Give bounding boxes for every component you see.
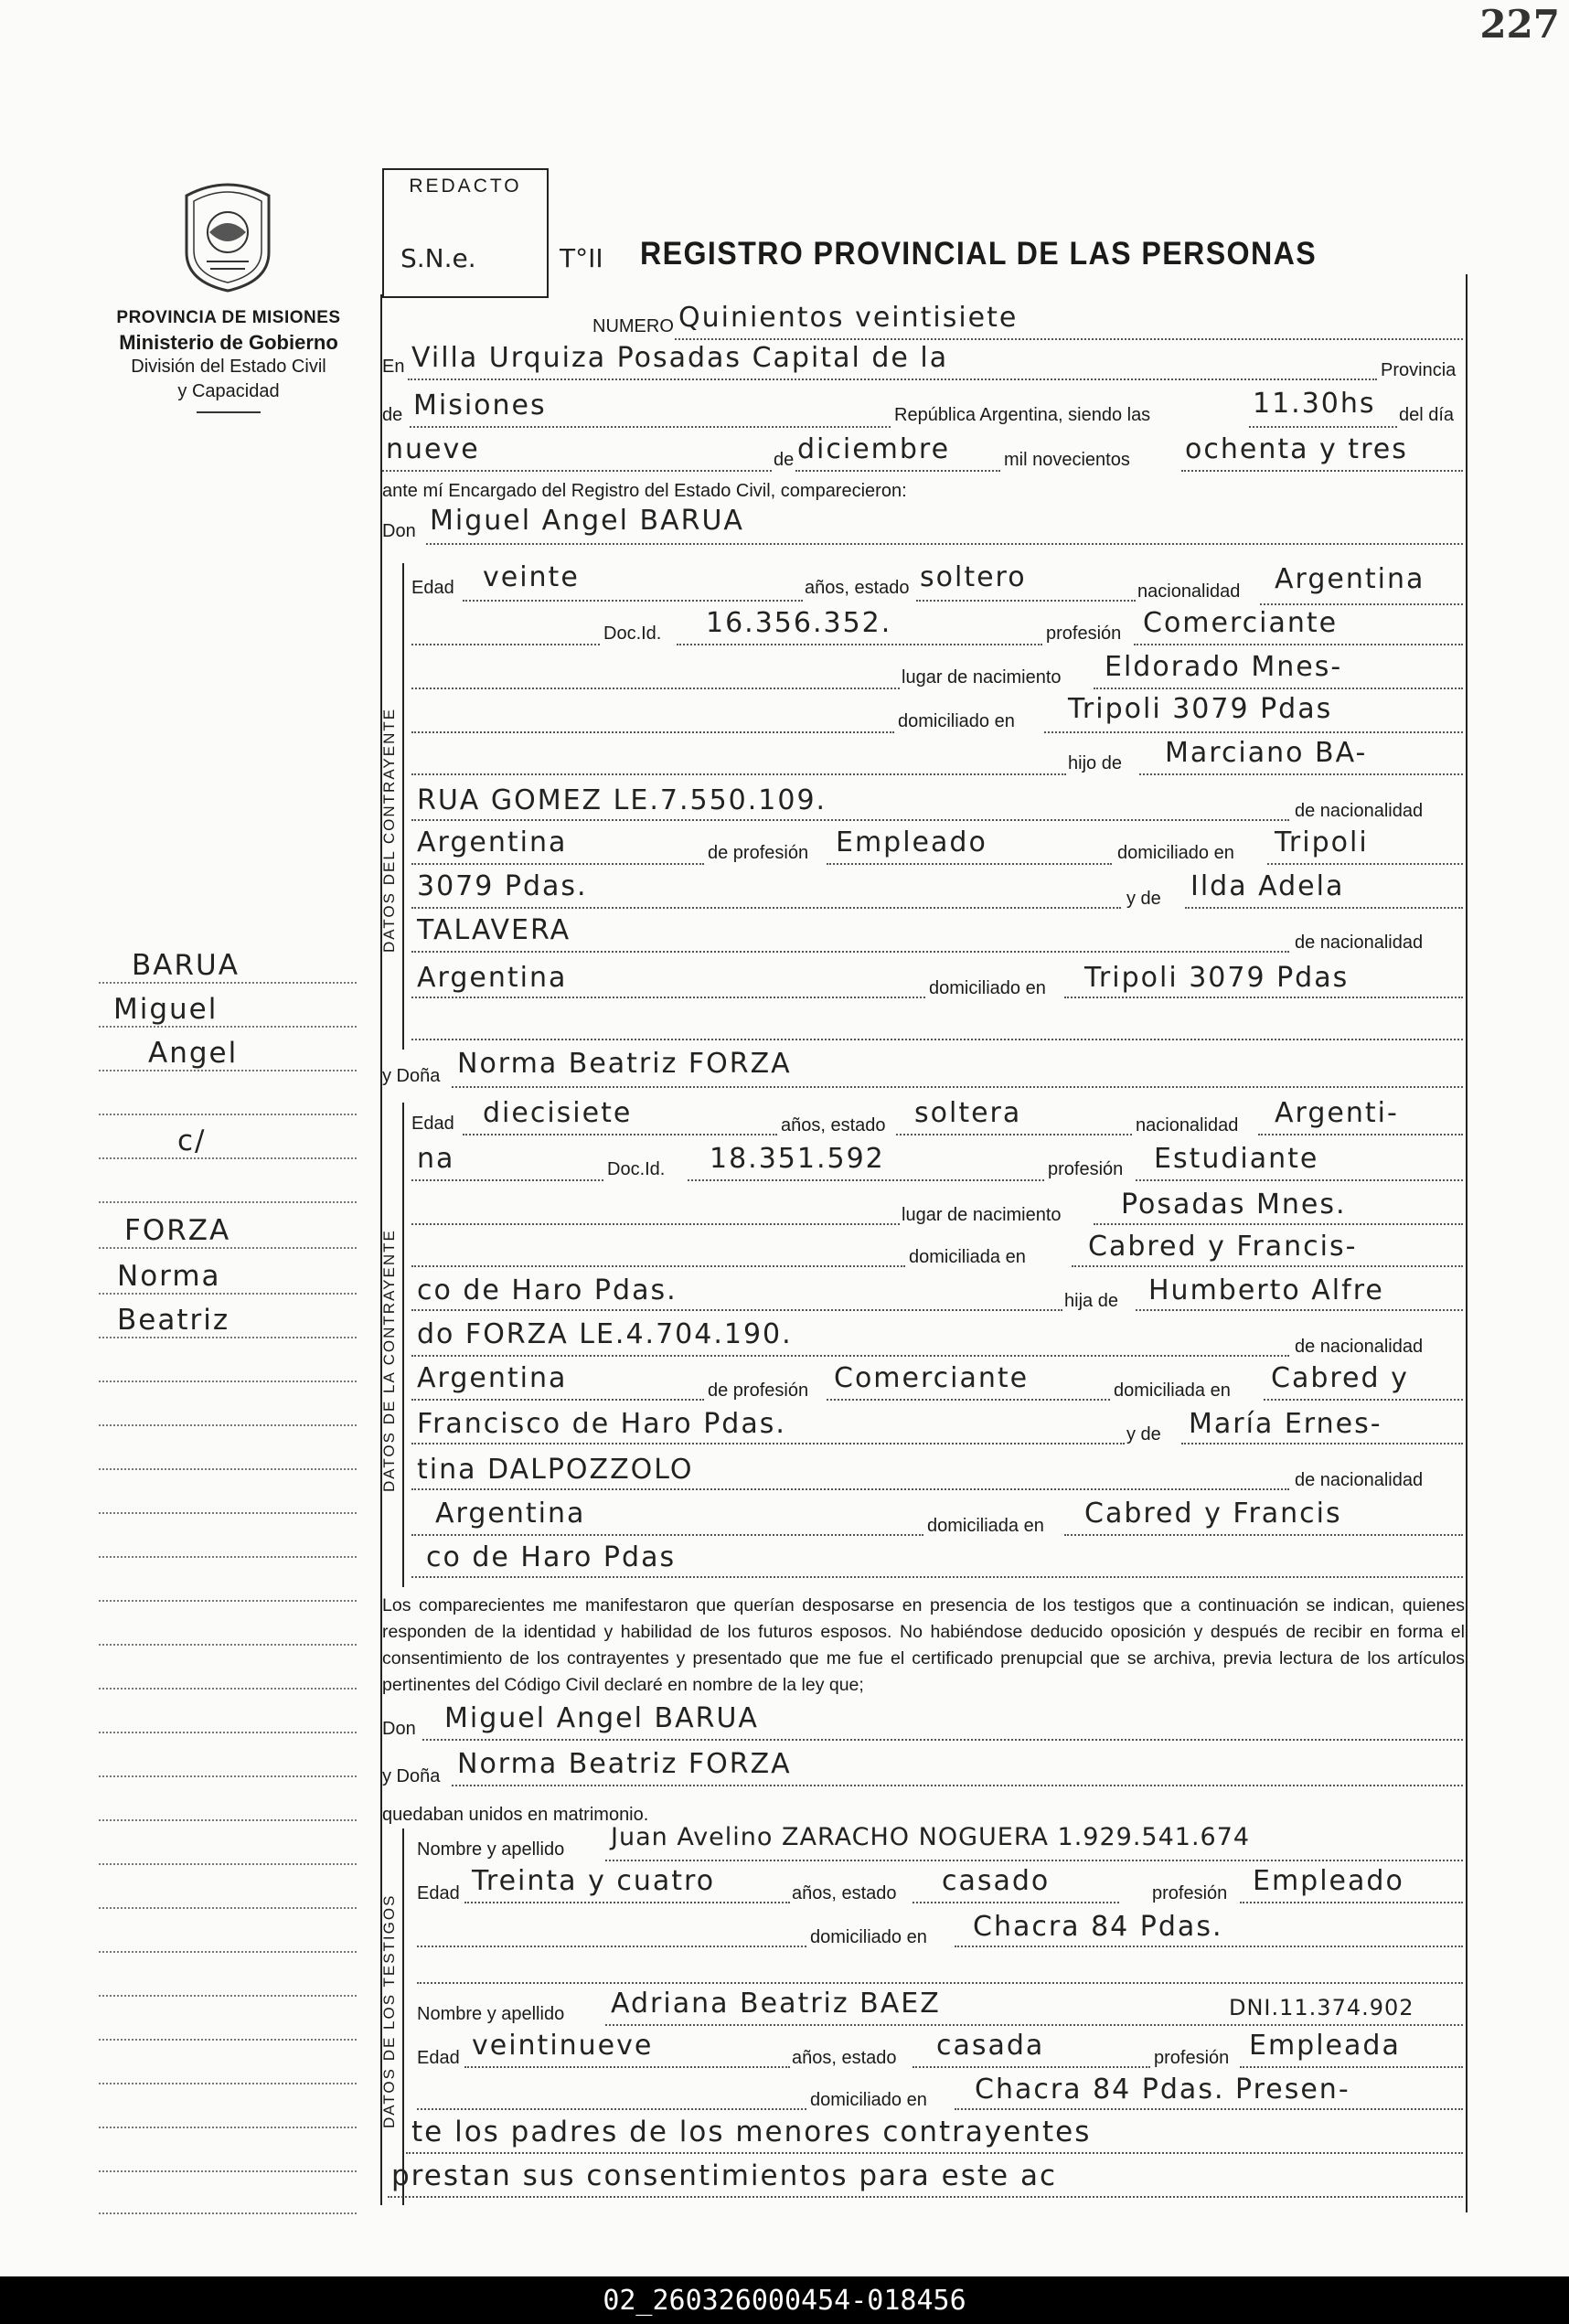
hora-line bbox=[1249, 426, 1397, 428]
f-edad-line bbox=[463, 1134, 777, 1135]
t2-nombre-value: Adriana Beatriz BAEZ bbox=[611, 1988, 941, 2020]
t-note-line1: te los padres de los menores contrayentes bbox=[411, 2116, 1092, 2148]
dona-label: y Doña bbox=[382, 1066, 441, 1086]
margin-rule bbox=[99, 982, 357, 984]
f-prof-value: Estudiante bbox=[1154, 1143, 1319, 1175]
f-padre-domic2: Francisco de Haro Pdas. bbox=[417, 1408, 786, 1440]
f-nac-line bbox=[1258, 1134, 1463, 1135]
decl-dona-line bbox=[452, 1785, 1463, 1786]
margin-name-1a: Miguel bbox=[113, 993, 219, 1026]
c-domic-pre-line bbox=[411, 731, 894, 733]
f-doc-label: Doc.Id. bbox=[607, 1159, 666, 1179]
margin-rule bbox=[99, 1468, 357, 1470]
c-prof-label: profesión bbox=[1046, 624, 1122, 644]
t2-doc-value: DNI.11.374.902 bbox=[1229, 1995, 1414, 2020]
margin-rule bbox=[99, 1863, 357, 1865]
provincia-label: Provincia bbox=[1381, 360, 1457, 380]
redacto-box bbox=[382, 168, 549, 298]
mil-label: mil novecientos bbox=[1004, 450, 1130, 470]
org-province: PROVINCIA DE MISIONES bbox=[116, 308, 341, 327]
margin-rule bbox=[99, 2212, 357, 2214]
en-label: En bbox=[382, 357, 405, 377]
decl-don-label: Don bbox=[382, 1719, 416, 1739]
f-nac-label: nacionalidad bbox=[1136, 1115, 1239, 1135]
c-padre-domic: Tripoli bbox=[1275, 826, 1369, 858]
don-label: Don bbox=[382, 521, 416, 541]
decl-dona-label: y Doña bbox=[382, 1766, 441, 1786]
f-doc-line bbox=[688, 1179, 1044, 1181]
f-madre-cont: tina DALPOZZOLO bbox=[417, 1454, 694, 1486]
t2-estado-value: casada bbox=[936, 2030, 1045, 2062]
quedaban-text: quedaban unidos en matrimonio. bbox=[382, 1805, 649, 1825]
f-de-nac2-label: de nacionalidad bbox=[1295, 1470, 1424, 1490]
c-padre-cont: RUA GOMEZ LE.7.550.109. bbox=[417, 784, 827, 816]
t2-edad-label: Edad bbox=[417, 2048, 460, 2068]
t2-domic-label: domiciliado en bbox=[810, 2090, 927, 2110]
f-padre-cont-line bbox=[411, 1355, 1289, 1357]
margin-rule bbox=[99, 1337, 357, 1338]
f-madre-domic2-line bbox=[411, 1576, 1463, 1578]
f-nac-cont: na bbox=[417, 1143, 455, 1175]
f-padre-cont: do FORZA LE.4.704.190. bbox=[417, 1318, 793, 1350]
c-hijo-label: hijo de bbox=[1068, 753, 1122, 773]
org-ministry: Ministerio de Gobierno bbox=[119, 331, 338, 354]
margin-name-1b: Angel bbox=[148, 1037, 239, 1070]
f-padre-nac-line bbox=[411, 1399, 704, 1401]
f-lugar-pre-line bbox=[411, 1223, 900, 1225]
c-estado-value: soltero bbox=[920, 561, 1027, 593]
t2-prof-label: profesión bbox=[1154, 2048, 1230, 2068]
f-domic-cont-line bbox=[411, 1309, 1062, 1311]
decl-don-line bbox=[422, 1739, 1463, 1741]
margin-rule bbox=[99, 2127, 357, 2128]
margin-rule bbox=[99, 1247, 357, 1249]
f-lugar-label: lugar de nacimiento bbox=[902, 1205, 1062, 1225]
testigos-divider bbox=[402, 1828, 404, 2205]
contrayente-side-label: DATOS DEL CONTRAYENTE bbox=[380, 707, 398, 953]
t1-nombre-value: Juan Avelino ZARACHO NOGUERA 1.929.541.674 bbox=[611, 1823, 1251, 1851]
margin-rule bbox=[99, 2039, 357, 2041]
c-anios-label: años, estado bbox=[805, 578, 910, 598]
numero-line bbox=[675, 338, 1463, 340]
margin-rule bbox=[99, 1070, 357, 1071]
f-domic2-label: domiciliada en bbox=[1114, 1381, 1231, 1401]
f-padre-domic-line bbox=[1264, 1399, 1463, 1401]
t1-prof-line bbox=[1240, 1902, 1463, 1903]
margin-rule bbox=[99, 1293, 357, 1295]
t1-prof-value: Empleado bbox=[1253, 1865, 1404, 1897]
t1-edad-line bbox=[464, 1902, 790, 1903]
margin-name-2a: Norma bbox=[117, 1260, 221, 1293]
c-padre-nac: Argentina bbox=[417, 826, 568, 858]
c-domic3-label: domiciliado en bbox=[929, 978, 1046, 998]
c-padre-prof: Empleado bbox=[836, 826, 987, 858]
f-y-de-label: y de bbox=[1126, 1424, 1161, 1445]
t1-estado-value: casado bbox=[942, 1865, 1051, 1897]
f-domic3-label: domiciliada en bbox=[927, 1516, 1044, 1536]
c-domic-label: domiciliado en bbox=[898, 711, 1015, 731]
f-doc-value: 18.351.592 bbox=[710, 1143, 885, 1175]
t1-estado-line bbox=[913, 1902, 1119, 1903]
c-domic-value: Tripoli 3079 Pdas bbox=[1068, 693, 1333, 725]
t2-edad-value: veintinueve bbox=[472, 2030, 654, 2062]
margin-rule bbox=[99, 2083, 357, 2084]
margin-rule bbox=[99, 1688, 357, 1690]
c-domic-line bbox=[1044, 731, 1463, 733]
c-nac-label: nacionalidad bbox=[1137, 581, 1241, 602]
testigos-side-label: DATOS DE LOS TESTIGOS bbox=[380, 1893, 398, 2128]
c-y-de-label: y de bbox=[1126, 889, 1161, 909]
c-padre-prof-line bbox=[827, 863, 1112, 865]
c-madre-nac-line bbox=[411, 997, 925, 998]
margin-surname-2: FORZA bbox=[124, 1214, 231, 1247]
mes-value: diciembre bbox=[797, 433, 951, 465]
f-madre-nac: Argentina bbox=[435, 1498, 586, 1530]
f-domic-line bbox=[1072, 1265, 1463, 1267]
t-note-line2: prestan sus consentimientos para este ac bbox=[391, 2159, 1057, 2192]
dona-line bbox=[452, 1086, 1463, 1088]
f-prof-label: profesión bbox=[1048, 1159, 1124, 1179]
margin-rule bbox=[99, 1995, 357, 1997]
f-domic-label: domiciliada en bbox=[909, 1247, 1026, 1267]
c-de-nac-label: de nacionalidad bbox=[1295, 801, 1424, 821]
de2-label: de bbox=[774, 450, 795, 470]
c-doc-label: Doc.Id. bbox=[603, 624, 662, 644]
c-hijo-pre-line bbox=[411, 773, 1066, 775]
organization-block bbox=[91, 305, 366, 413]
t1-domic-label: domiciliado en bbox=[810, 1927, 927, 1947]
t1-edad-value: Treinta y cuatro bbox=[472, 1865, 716, 1897]
tomo-note: T°II bbox=[560, 243, 603, 273]
t1-nombre-line bbox=[605, 1860, 1463, 1861]
f-edad-label: Edad bbox=[411, 1114, 454, 1134]
f-anios-label: años, estado bbox=[781, 1115, 886, 1135]
c-padre-cont-line bbox=[411, 819, 1289, 821]
legal-paragraph: Los comparecientes me manifestaron que querían desposarse en presencia de los testigos que a continuación se indican, quienes responden de la identidad y habilidad de los futuros esposos. No habiéndose deducido oposición y después de recibir en forma el consentimiento de los contrayentes y presentado que me fue el certificado prenupcial que se archiva, previa lectura de los artículos pertinentes del Código Civil declaré en nombre de la ley que; bbox=[382, 1595, 1465, 1695]
don-line bbox=[426, 543, 1463, 545]
contrayenta-divider bbox=[402, 1103, 404, 1587]
f-madre-nac-line bbox=[411, 1534, 923, 1536]
contrayenta-side-label: DATOS DE LA CONTRAYENTE bbox=[380, 1229, 398, 1492]
f-estado-value: soltera bbox=[914, 1097, 1022, 1129]
t2-edad-line bbox=[464, 2066, 790, 2068]
f-hija-line bbox=[1136, 1309, 1463, 1311]
c-madre-cont: TALAVERA bbox=[417, 914, 571, 946]
t1-anios-label: años, estado bbox=[792, 1883, 897, 1903]
margin-rule bbox=[99, 1114, 357, 1115]
f-domic-value: Cabred y Francis- bbox=[1088, 1231, 1358, 1263]
c-padre-nac-line bbox=[411, 863, 704, 865]
c-prof-value: Comerciante bbox=[1143, 607, 1339, 639]
f-edad-value: diecisiete bbox=[483, 1097, 633, 1129]
t2-anios-label: años, estado bbox=[792, 2048, 897, 2068]
redacto-value: S.N.e. bbox=[400, 243, 476, 273]
c-prof-line bbox=[1134, 644, 1463, 645]
f-padre-prof-line bbox=[827, 1399, 1110, 1401]
c-doc-pre-line bbox=[411, 644, 600, 645]
margin-rule bbox=[99, 1732, 357, 1733]
margin-surname-1: BARUA bbox=[132, 949, 240, 982]
f-estado-line bbox=[896, 1134, 1132, 1135]
contrayente-divider bbox=[402, 563, 404, 1050]
en-line bbox=[408, 378, 1377, 380]
c-lugar-pre-line bbox=[411, 688, 900, 689]
f-domic-pre-line bbox=[411, 1265, 905, 1267]
c-madre-value: Ilda Adela bbox=[1190, 870, 1345, 902]
f-hija-value: Humberto Alfre bbox=[1148, 1274, 1384, 1306]
dia-value: nueve bbox=[386, 433, 480, 465]
de-label: de bbox=[382, 405, 403, 425]
page-title: REGISTRO PROVINCIAL DE LAS PERSONAS bbox=[640, 236, 1318, 272]
c-de-nac2-label: de nacionalidad bbox=[1295, 933, 1424, 953]
margin-rule bbox=[99, 1424, 357, 1426]
f-prof-line bbox=[1136, 1179, 1463, 1181]
margin-rule bbox=[99, 1600, 357, 1602]
margin-rule bbox=[99, 1026, 357, 1028]
numero-value: Quinientos veintisiete bbox=[678, 302, 1019, 334]
t-note-line2-rule bbox=[388, 2196, 1463, 2198]
c-madre-domic: Tripoli 3079 Pdas bbox=[1084, 962, 1350, 994]
c-doc-line bbox=[677, 644, 1042, 645]
f-doc-pre-line bbox=[411, 1179, 603, 1181]
footer-code: 02_260326000454-018456 bbox=[0, 2276, 1569, 2324]
hora-value: 11.30hs bbox=[1253, 388, 1376, 420]
f-lugar-value: Posadas Mnes. bbox=[1121, 1189, 1347, 1221]
republica-label: República Argentina, siendo las bbox=[894, 405, 1151, 425]
margin-rule bbox=[99, 1512, 357, 1514]
de-line bbox=[410, 426, 891, 428]
redacto-label: REDACTO bbox=[409, 176, 522, 197]
t-separator-line bbox=[417, 1982, 1463, 1984]
t2-prof-value: Empleada bbox=[1249, 2030, 1401, 2062]
f-nac-value: Argenti- bbox=[1275, 1097, 1399, 1129]
decl-dona-value: Norma Beatriz FORZA bbox=[457, 1748, 792, 1780]
f-padre-domic2-line bbox=[411, 1443, 1125, 1445]
f-madre-domic: Cabred y Francis bbox=[1084, 1498, 1342, 1530]
org-rule bbox=[197, 411, 261, 413]
c-padre-domic2-line bbox=[411, 907, 1121, 909]
f-madre-cont-line bbox=[411, 1488, 1289, 1490]
c-madre-cont-line bbox=[411, 951, 1289, 953]
ante-text: ante mí Encargado del Registro del Estado Civil, comparecieron: bbox=[382, 481, 907, 501]
c-hijo-value: Marciano BA- bbox=[1165, 737, 1368, 769]
t2-domic-line bbox=[955, 2108, 1463, 2110]
f-madre-domic2: co de Haro Pdas bbox=[426, 1541, 677, 1573]
margin-rule bbox=[99, 1907, 357, 1909]
don-value: Miguel Angel BARUA bbox=[430, 505, 744, 537]
anio-line bbox=[1181, 470, 1463, 472]
f-padre-prof: Comerciante bbox=[834, 1362, 1030, 1394]
margin-rule bbox=[99, 1201, 357, 1203]
margin-rule bbox=[99, 1951, 357, 1953]
c-edad-line bbox=[463, 600, 803, 602]
f-de-nac-label: de nacionalidad bbox=[1295, 1337, 1424, 1357]
f-de-prof-label: de profesión bbox=[708, 1381, 809, 1401]
c-nac-value: Argentina bbox=[1275, 563, 1425, 595]
t2-domic-pre-line bbox=[417, 2108, 806, 2110]
t2-nombre-line bbox=[605, 2024, 1463, 2026]
c-hijo-line bbox=[1139, 773, 1463, 775]
dia-line bbox=[382, 470, 772, 472]
t2-prof-line bbox=[1240, 2066, 1463, 2068]
f-lugar-line bbox=[1094, 1223, 1463, 1225]
t1-domic-line bbox=[955, 1946, 1463, 1947]
anio-value: ochenta y tres bbox=[1185, 433, 1408, 465]
t1-nombre-label: Nombre y apellido bbox=[417, 1839, 565, 1860]
f-domic-cont: co de Haro Pdas. bbox=[417, 1274, 678, 1306]
c-lugar-line bbox=[1094, 688, 1463, 689]
c-nac-line bbox=[1260, 603, 1463, 605]
c-lugar-value: Eldorado Mnes- bbox=[1105, 651, 1343, 683]
de-value: Misiones bbox=[413, 389, 547, 421]
t2-domic-value: Chacra 84 Pdas. Presen- bbox=[975, 2073, 1350, 2105]
provincial-seal-icon bbox=[179, 177, 276, 293]
numero-label: NUMERO bbox=[592, 316, 674, 336]
margin-rule bbox=[99, 1775, 357, 1777]
c-madre-domic-line bbox=[1064, 997, 1463, 998]
c-de-prof-label: de profesión bbox=[708, 843, 809, 863]
c-estado-line bbox=[916, 600, 1136, 602]
t1-prof-label: profesión bbox=[1152, 1883, 1228, 1903]
margin-rule bbox=[99, 1381, 357, 1382]
margin-rule bbox=[99, 2170, 357, 2172]
t1-edad-label: Edad bbox=[417, 1883, 460, 1903]
f-padre-domic: Cabred y bbox=[1271, 1362, 1409, 1394]
f-madre-value: María Ernes- bbox=[1189, 1408, 1382, 1440]
c-padre-domic-line bbox=[1267, 863, 1463, 865]
org-division: División del Estado Civil bbox=[131, 357, 326, 377]
org-capacity: y Capacidad bbox=[177, 381, 280, 401]
margin-name-2b: Beatriz bbox=[117, 1304, 230, 1337]
t2-nombre-label: Nombre y apellido bbox=[417, 2004, 565, 2024]
c-edad-label: Edad bbox=[411, 578, 454, 598]
f-madre-domic-line bbox=[1064, 1534, 1463, 1536]
margin-rule bbox=[99, 1556, 357, 1558]
c-edad-value: veinte bbox=[483, 561, 580, 593]
margin-rule bbox=[99, 1819, 357, 1821]
margin-conj: c/ bbox=[177, 1125, 207, 1157]
c-lugar-label: lugar de nacimiento bbox=[902, 667, 1062, 688]
c-blank-line bbox=[411, 1039, 1463, 1040]
c-domic2-label: domiciliado en bbox=[1117, 843, 1234, 863]
en-value: Villa Urquiza Posadas Capital de la bbox=[411, 342, 949, 374]
t1-domic-pre-line bbox=[417, 1946, 806, 1947]
right-frame-line bbox=[1466, 274, 1468, 2212]
decl-don-value: Miguel Angel BARUA bbox=[444, 1702, 759, 1734]
f-hija-label: hija de bbox=[1064, 1291, 1118, 1311]
margin-rule bbox=[99, 1157, 357, 1159]
t-note-line1-rule bbox=[406, 2152, 1463, 2154]
margin-rule bbox=[99, 1644, 357, 1646]
f-padre-nac: Argentina bbox=[417, 1362, 568, 1394]
del-dia-label: del día bbox=[1399, 405, 1455, 425]
t2-estado-line bbox=[913, 2066, 1150, 2068]
c-doc-value: 16.356.352. bbox=[706, 607, 892, 639]
t1-domic-value: Chacra 84 Pdas. bbox=[973, 1911, 1223, 1943]
dona-value: Norma Beatriz FORZA bbox=[457, 1048, 792, 1080]
page-number: 227 bbox=[1479, 2, 1560, 47]
mes-line bbox=[795, 470, 1000, 472]
f-madre-line bbox=[1181, 1443, 1463, 1445]
c-padre-domic2: 3079 Pdas. bbox=[417, 870, 588, 902]
c-madre-nac: Argentina bbox=[417, 962, 568, 994]
c-madre-line bbox=[1185, 907, 1463, 909]
